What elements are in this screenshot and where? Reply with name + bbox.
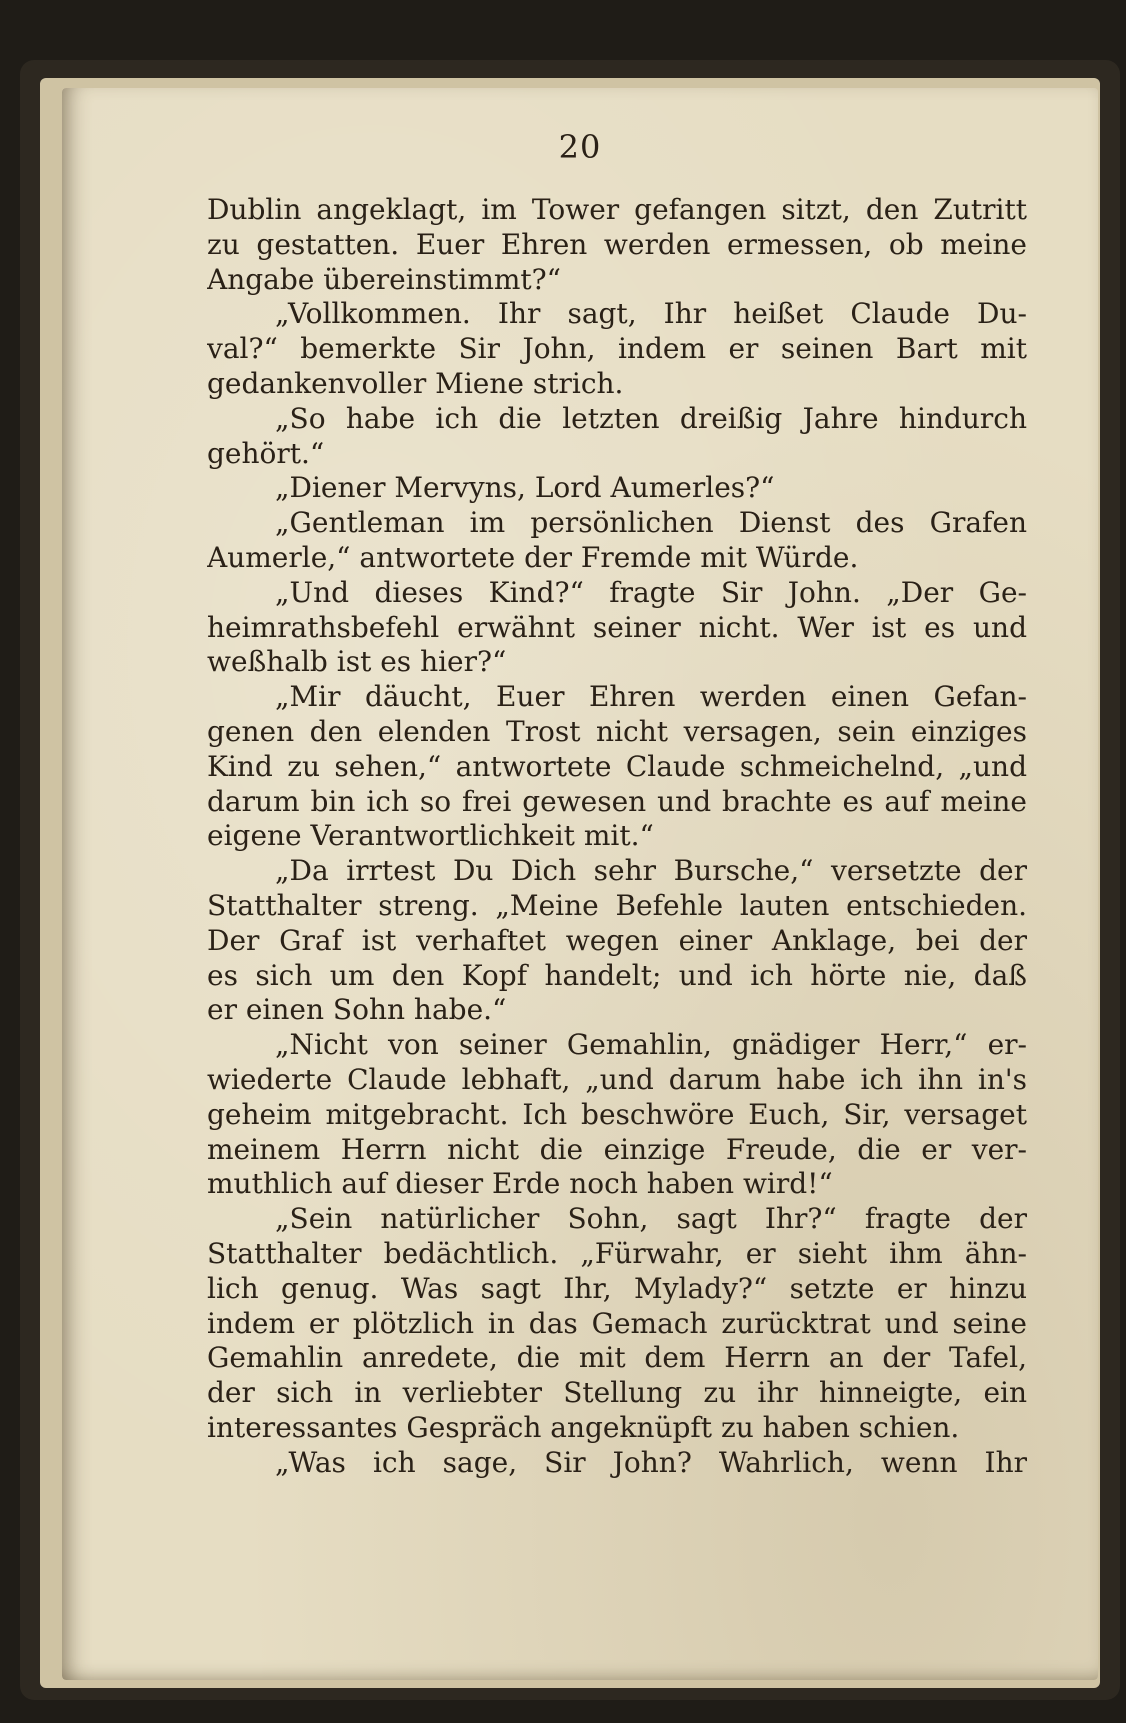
text-line: „Was ich sage, Sir John? Wahrlich, wenn Ihr [275,1445,1027,1479]
text-line: „Nicht von seiner Gemahlin, gnädiger Herr,“ er- [275,1028,1027,1062]
text-line: lich genug. Was sagt Ihr, Mylady?“ setzte er hinzu [207,1271,1027,1305]
text-line: Angabe übereinstimmt?“ [207,262,561,296]
text-line: „So habe ich die letzten dreißig Jahre hindurch [275,401,1027,435]
text-line: zu gestatten. Euer Ehren werden ermessen, ob meine [207,227,1027,261]
text-line: genen den elenden Trost nicht versagen, sein einziges [207,714,1027,748]
text-line: „Diener Mervyns, Lord Aumerles?“ [275,471,775,505]
text-line: „Und dieses Kind?“ fragte Sir John. „Der Ge- [275,575,1027,609]
text-line: Aumerle,“ antwortete der Fremde mit Würde. [207,540,859,574]
text-line: meinem Herrn nicht die einzige Freude, die er ver- [207,1132,1027,1166]
text-line: „Gentleman im persönlichen Dienst des Grafen [275,506,1027,540]
text-line: Dublin angeklagt, im Tower gefangen sitzt, den Zutritt [207,193,1027,226]
text-line: Der Graf ist verhaftet wegen einer Anklage, bei der [207,923,1027,957]
text-line: heimrathsbefehl erwähnt seiner nicht. Wer ist es und [207,610,1027,644]
page-number: 20 [558,128,602,166]
text-line: indem er plötzlich in das Gemach zurücktrat und seine [207,1306,1027,1340]
text-line: „Da irrtest Du Dich sehr Bursche,“ versetzte der [275,854,1027,888]
text-line: eigene Verantwortlichkeit mit.“ [207,819,654,853]
text-line: der sich in verliebter Stellung zu ihr hinneigte, ein [207,1376,1027,1410]
text-line: „Sein natürlicher Sohn, sagt Ihr?“ fragte der [275,1202,1027,1236]
text-line: „Vollkommen. Ihr sagt, Ihr heißet Claude Du- [275,297,1027,331]
text-line: darum bin ich so frei gewesen und brachte es auf meine [207,784,1027,818]
text-line: interessantes Gespräch angeknüpft zu haben schien. [207,1410,960,1444]
text-line: Gemahlin anredete, die mit dem Herrn an der Tafel, [207,1341,1027,1375]
text-line: er einen Sohn habe.“ [207,993,507,1027]
text-line: „Mir däucht, Euer Ehren werden einen Gefan- [275,680,1027,714]
book-page [62,88,1098,1680]
text-line: gehört.“ [207,436,325,470]
text-line: weßhalb ist es hier?“ [207,645,507,679]
text-line: val?“ bemerkte Sir John, indem er seinen Bart mit [207,332,1027,366]
text-line: geheim mitgebracht. Ich beschwöre Euch, Sir, versaget [207,1097,1027,1131]
text-line: Statthalter streng. „Meine Befehle lauten entschieden. [207,888,1027,922]
text-line: muthlich auf dieser Erde noch haben wird!“ [207,1167,833,1201]
text-line: Statthalter bedächtlich. „Fürwahr, er sieht ihm ähn- [207,1236,1027,1270]
text-line: Kind zu sehen,“ antwortete Claude schmeichelnd, „und [207,749,1027,783]
body-text [207,193,1027,1480]
text-line: gedankenvoller Miene strich. [207,366,624,400]
text-line: es sich um den Kopf handelt; und ich hörte nie, daß [207,958,1027,992]
text-line: wiederte Claude lebhaft, „und darum habe ich ihn in's [207,1062,1027,1096]
